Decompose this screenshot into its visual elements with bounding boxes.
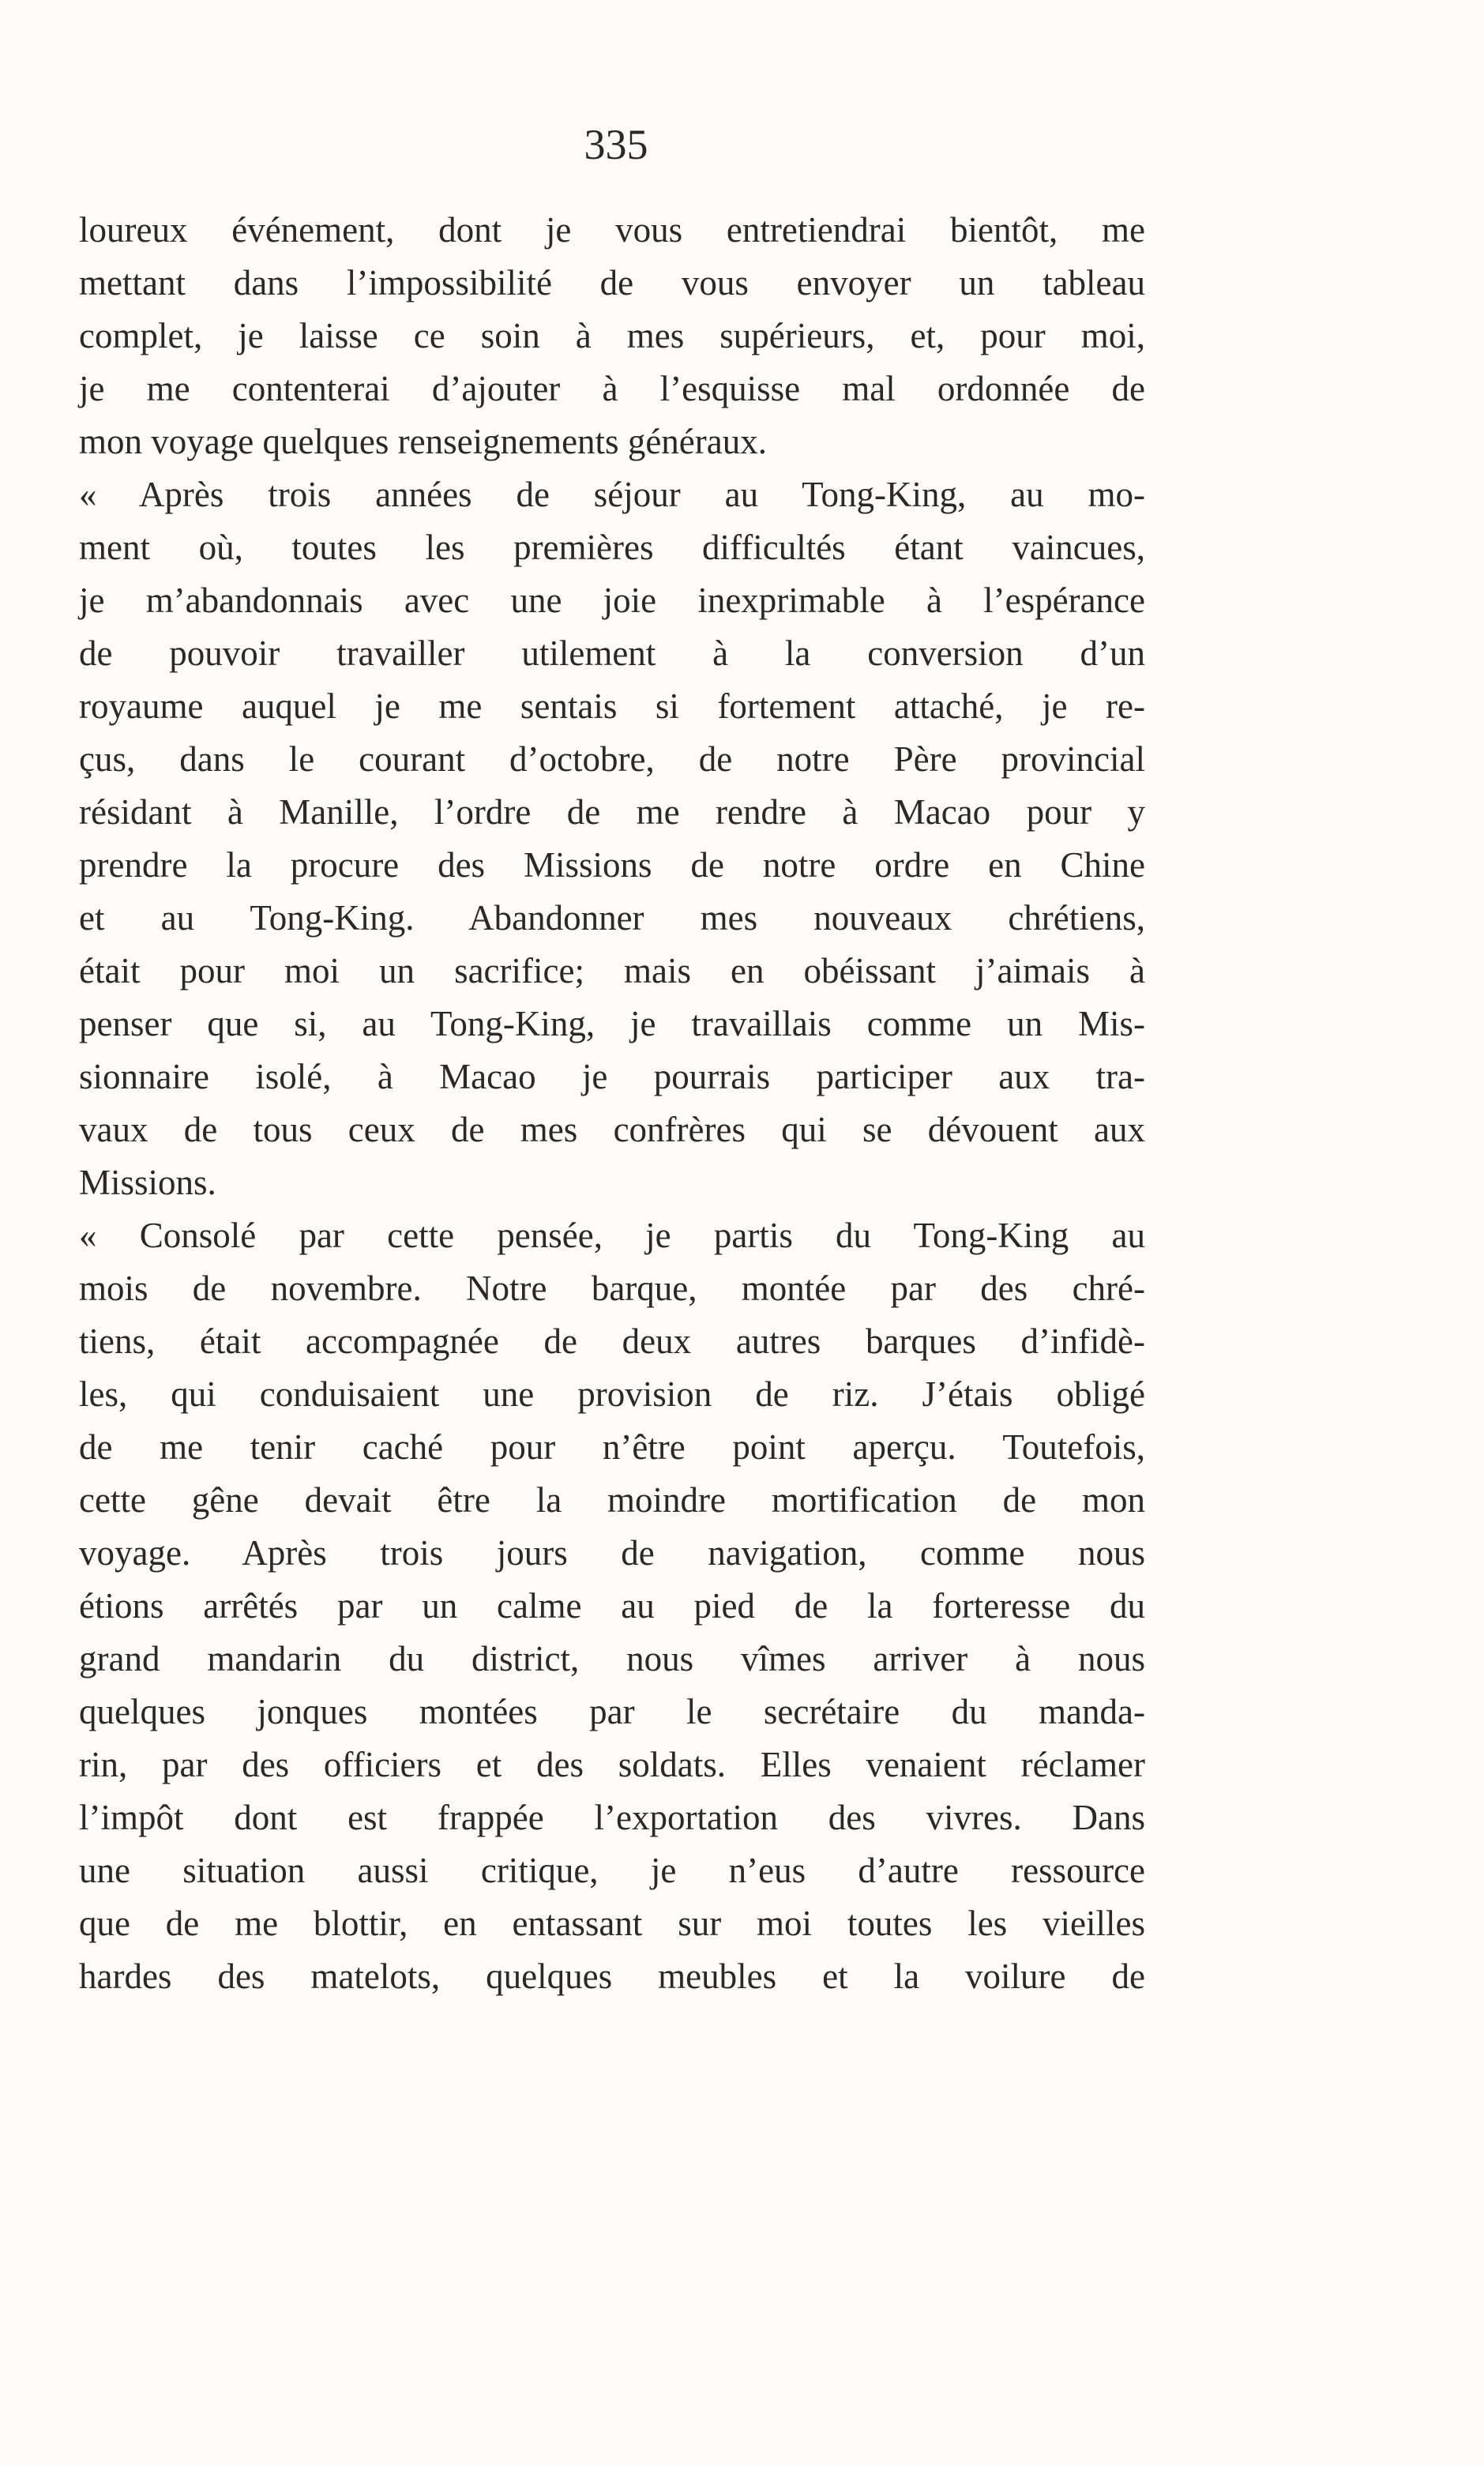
text-line: çus, dans le courant d’octobre, de notre Père provincial <box>79 739 1145 779</box>
text-line: rin, par des officiers et des soldats. Elles venaient réclamer <box>79 1745 1145 1784</box>
text-line: une situation aussi critique, je n’eus d’autre ressource <box>79 1851 1145 1890</box>
text-line: les, qui conduisaient une provision de riz. J’étais obligé <box>79 1374 1145 1414</box>
text-line: prendre la procure des Missions de notre ordre en Chine <box>79 845 1145 885</box>
text-line: ment où, toutes les premières difficultés étant vaincues, <box>79 528 1145 567</box>
text-line: était pour moi un sacrifice; mais en obéissant j’aimais à <box>79 951 1145 991</box>
text-line: sionnaire isolé, à Macao je pourrais participer aux tra- <box>79 1057 1145 1096</box>
text-line: voyage. Après trois jours de navigation, comme nous <box>79 1533 1145 1573</box>
text-line: je m’abandonnais avec une joie inexprimable à l’espérance <box>79 581 1145 620</box>
text-line: l’impôt dont est frappée l’exportation des vivres. Dans <box>79 1798 1145 1837</box>
text-line: mois de novembre. Notre barque, montée par des chré- <box>79 1269 1145 1308</box>
text-line: que de me blottir, en entassant sur moi toutes les vieilles <box>79 1904 1145 1943</box>
text-line: mettant dans l’impossibilité de vous envoyer un tableau <box>79 263 1145 303</box>
text-line: résidant à Manille, l’ordre de me rendre à Macao pour y <box>79 792 1145 832</box>
body-text <box>79 204 1145 2003</box>
text-line: vaux de tous ceux de mes confrères qui se dévouent aux <box>79 1110 1145 1149</box>
text-line: grand mandarin du district, nous vîmes arriver à nous <box>79 1639 1145 1678</box>
text-line: complet, je laisse ce soin à mes supérieurs, et, pour moi, <box>79 316 1145 355</box>
text-line: de me tenir caché pour n’être point aperçu. Toutefois, <box>79 1427 1145 1467</box>
text-line: tiens, était accompagnée de deux autres barques d’infidè- <box>79 1321 1145 1361</box>
text-line: mon voyage quelques renseignements généraux. <box>79 422 767 461</box>
text-line: penser que si, au Tong-King, je travaillais comme un Mis- <box>79 1004 1145 1043</box>
text-line: Missions. <box>79 1163 216 1202</box>
text-line: de pouvoir travailler utilement à la conversion d’un <box>79 633 1145 673</box>
text-line: loureux événement, dont je vous entretiendrai bientôt, me <box>79 210 1145 250</box>
text-line: « Consolé par cette pensée, je partis du Tong-King au <box>79 1216 1145 1255</box>
text-line: et au Tong-King. Abandonner mes nouveaux chrétiens, <box>79 898 1145 938</box>
text-line: étions arrêtés par un calme au pied de la forteresse du <box>79 1586 1145 1626</box>
text-line: hardes des matelots, quelques meubles et la voilure de <box>79 1957 1145 1996</box>
text-line: royaume auquel je me sentais si fortement attaché, je re- <box>79 686 1145 726</box>
text-line: cette gêne devait être la moindre mortification de mon <box>79 1480 1145 1520</box>
page-number: 335 <box>584 121 648 168</box>
text-line: je me contenterai d’ajouter à l’esquisse mal ordonnée de <box>79 369 1145 408</box>
text-line: « Après trois années de séjour au Tong-King, au mo- <box>79 475 1145 514</box>
text-line: quelques jonques montées par le secrétaire du manda- <box>79 1692 1145 1731</box>
